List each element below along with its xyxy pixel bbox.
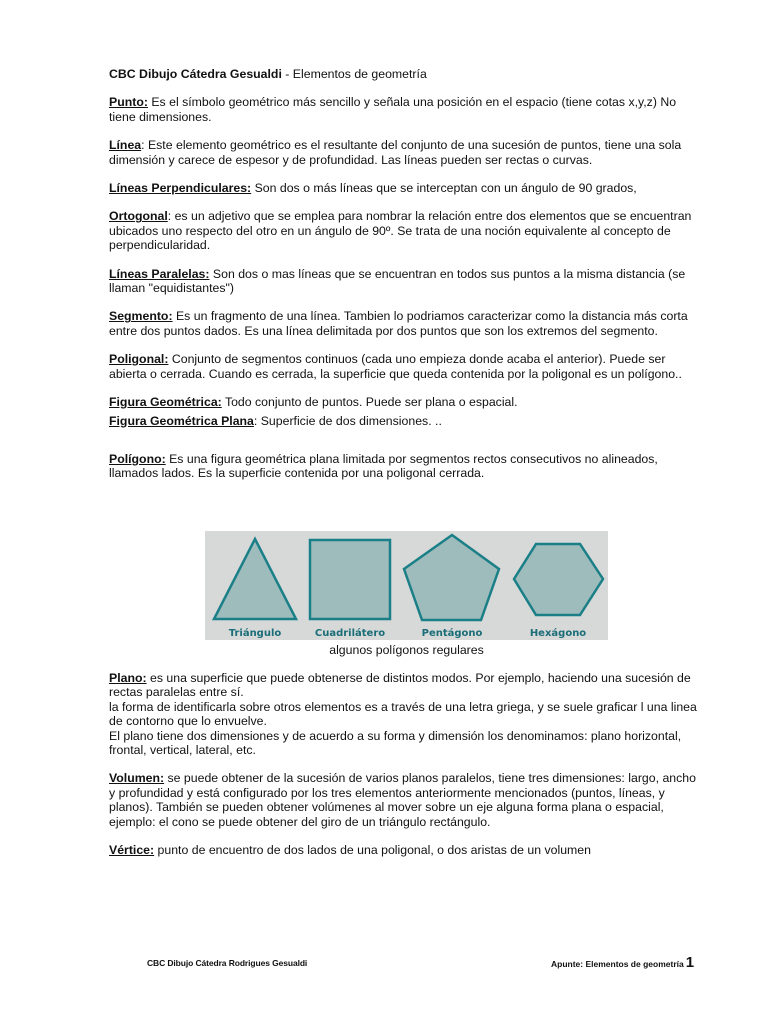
term-lineas-paralelas: Líneas Paralelas:	[109, 266, 210, 281]
definition-text: la forma de identificarla sobre otros elementos es a través de una letra griega, y se suele graficar l una linea de contorno que lo envuelve.	[109, 699, 697, 729]
definition-ortogonal	[109, 209, 705, 252]
hexagon-shape	[514, 544, 603, 615]
definition-text: : Superficie de dos dimensiones. ..	[253, 413, 442, 428]
definition-linea	[109, 138, 705, 167]
label-triangulo: Triángulo	[228, 628, 282, 639]
definition-text: Todo conjunto de puntos. Puede ser plana o espacial.	[221, 395, 518, 410]
definition-plano	[109, 671, 705, 757]
term-figura-geometrica-plana: Figura Geométrica Plana	[109, 413, 254, 428]
definition-lineas-perpendiculares	[109, 181, 705, 195]
definition-text: Es el símbolo geométrico más sencillo y señala una posición en el espacio (tiene cotas x,y,z) No tiene dimensiones.	[109, 95, 677, 124]
definition-text: Es una figura geométrica plana limitada por segmentos rectos consecutivos no alineados, llamados lados. Es la superficie contenida por una poligonal cerrada.	[109, 451, 658, 481]
label-cuadrilatero: Cuadrilátero	[314, 628, 386, 639]
footer-right	[551, 954, 694, 971]
definition-text: punto de encuentro de dos lados de una poligonal, o dos aristas de un volumen	[154, 843, 591, 858]
term-punto: Punto:	[109, 95, 148, 110]
definition-text: Es un fragmento de una línea. Tambien lo podriamos caracterizar como la distancia más corta entre dos puntos dados. Es una línea delimitada por dos puntos que son los extremos del segmento.	[109, 309, 688, 338]
document-title	[109, 67, 705, 81]
term-poligono: Polígono:	[109, 451, 166, 466]
term-volumen: Volumen:	[109, 771, 165, 786]
title-rest: - Elementos de geometría	[281, 67, 427, 81]
term-vertice: Vértice:	[109, 843, 155, 858]
label-pentagono: Pentágono	[421, 628, 483, 639]
term-plano: Plano:	[109, 671, 147, 685]
definition-text: se puede obtener de la sucesión de varios planos paralelos, tiene tres dimensiones: largo, ancho y profundidad y está configurado por los tres elementos anteriormente mencionados (puntos, líneas, y planos). También se pueden obtener volúmenes al mover sobre un eje alguna forma plana o espacial, ejemplo: el cono se puede obtener del giro de un triángulo rectángulo.	[109, 771, 696, 829]
triangle-shape	[214, 539, 296, 619]
definition-volumen	[109, 771, 705, 829]
title-strong: CBC Dibujo Cátedra Gesualdi	[109, 67, 282, 81]
definition-text: Son dos o mas líneas que se encuentran en todos sus puntos a la misma distancia (se llaman "equidistantes")	[109, 266, 686, 296]
definition-lineas-paralelas	[109, 267, 705, 296]
definition-text: Son dos o más líneas que se interceptan con un ángulo de 90 grados,	[251, 181, 637, 196]
polygons-figure	[205, 531, 608, 640]
definition-poligono	[109, 452, 705, 481]
page-number: 1	[685, 954, 695, 971]
term-ortogonal: Ortogonal	[109, 209, 168, 224]
term-figura-geometrica: Figura Geométrica:	[109, 395, 222, 410]
definition-segmento	[109, 309, 705, 338]
document-body-continued	[109, 671, 705, 871]
figure-caption: algunos polígonos regulares	[329, 643, 484, 657]
definition-text: Conjunto de segmentos continuos (cada uno empieza donde acaba el anterior). Puede ser abierta o cerrada. Cuando es cerrada, la superficie que queda contenida por la poligonal es un polígono..	[109, 352, 682, 381]
definition-punto	[109, 95, 705, 124]
definition-text: El plano tiene dos dimensiones y de acuerdo a su forma y dimensión los denominamos: plano horizontal, frontal, vertical, lateral, etc.	[109, 728, 682, 758]
term-lineas-perpendiculares: Líneas Perpendiculares:	[109, 181, 252, 196]
footer-left: CBC Dibujo Cátedra Rodrigues Gesualdi	[147, 958, 308, 968]
footer-title: Apunte: Elementos de geometría	[551, 959, 684, 969]
term-poligonal: Poligonal:	[109, 352, 169, 367]
definition-vertice	[109, 843, 705, 857]
document-body	[109, 67, 705, 495]
term-linea: Línea	[109, 138, 142, 153]
definition-figura-geometrica	[109, 395, 705, 409]
pentagon-shape	[404, 535, 499, 620]
term-segmento: Segmento:	[109, 309, 173, 324]
definition-text: es una superficie que puede obtenerse de distintos modos. Por ejemplo, haciendo una sucesión de rectas paralelas entre sí.	[109, 671, 691, 700]
definition-poligonal	[109, 352, 705, 381]
definition-text: : es un adjetivo que se emplea para nombrar la relación entre dos elementos que se encuentran ubicados uno respecto del otro en un ángulo de 90º. Se trata de una noción equivalente al concepto de perpendicularidad.	[109, 209, 692, 253]
definition-text: : Este elemento geométrico es el resultante del conjunto de una sucesión de puntos, tiene una sola dimensión y carece de espesor y de profundidad. Las líneas pueden ser rectas o curvas.	[109, 138, 682, 167]
definition-figura-geometrica-plana	[109, 414, 705, 428]
polygons-illustration	[205, 531, 608, 640]
square-shape	[310, 540, 390, 619]
label-hexagono: Hexágono	[529, 628, 587, 639]
